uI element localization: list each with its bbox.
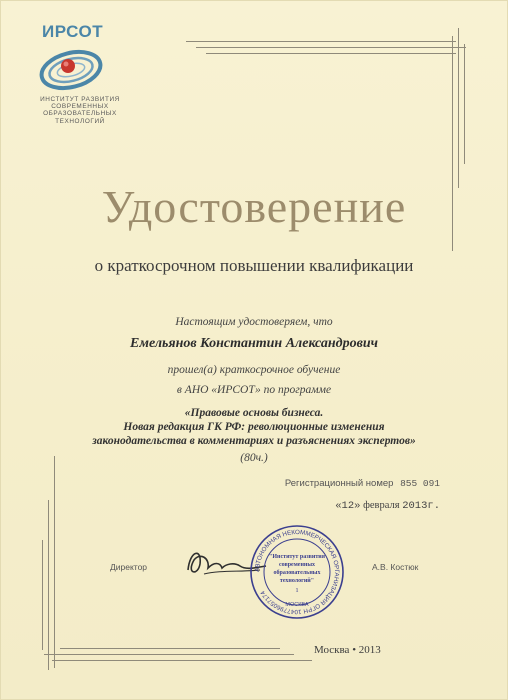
document-subtitle: о краткосрочном повышении квалификации — [94, 256, 414, 275]
registration-value: 855 091 — [400, 478, 440, 489]
seal-ring-text: АВТОНОМНАЯ НЕКОММЕРЧЕСКАЯ ОРГАНИЗАЦИЯ ОГРН 1047796057174 — [253, 528, 341, 616]
issue-date — [335, 500, 440, 512]
organization-text: в АНО «ИРСОТ» по программе — [176, 384, 332, 396]
logo-caption — [40, 96, 120, 125]
frame-line — [196, 47, 466, 48]
program-hours: (80ч.) — [240, 452, 268, 464]
recipient-name: Емельянов Константин Александрович — [130, 336, 378, 351]
seal-text-line: "Институт развития — [269, 554, 325, 560]
date-day: «12» — [335, 500, 361, 512]
logo-orbit-icon — [38, 44, 108, 94]
logo-name: ИРСОТ — [42, 22, 104, 41]
training-text: прошел(а) краткосрочное обучение — [167, 364, 341, 376]
director-label: Директор — [110, 562, 148, 572]
frame-line — [48, 500, 49, 670]
frame-line — [44, 654, 294, 655]
program-line: Новая редакция ГК РФ: революционные изменения — [123, 421, 385, 433]
seal-text-line: технологий" — [279, 578, 315, 584]
program-line: законодательства в комментариях и разъяснениях экспертов» — [92, 435, 416, 447]
document-title: Удостоверение — [101, 181, 407, 232]
frame-line — [206, 53, 456, 54]
city-year: Москва • 2013 — [314, 644, 381, 656]
frame-line — [60, 648, 280, 649]
frame-line — [186, 41, 456, 42]
logo-caption-line: СОВРЕМЕННЫХ — [51, 103, 109, 111]
logo-caption-line: ИНСТИТУТ РАЗВИТИЯ — [40, 96, 120, 103]
date-year: 2013г. — [402, 500, 440, 512]
program-line: «Правовые основы бизнеса. — [184, 407, 324, 419]
certify-text: Настоящим удостоверяем, что — [175, 316, 333, 328]
frame-line — [464, 44, 465, 164]
seal-text-line: образовательных — [273, 570, 321, 576]
frame-line — [458, 28, 459, 188]
registration-label: Регистрационный номер — [284, 478, 394, 489]
seal-number: 1 — [295, 587, 299, 594]
date-month: февраля — [363, 500, 400, 511]
seal-city: МОСКВА — [285, 602, 309, 608]
organization-seal — [247, 522, 347, 622]
program-title — [30, 406, 478, 448]
logo-caption-line: ТЕХНОЛОГИЙ — [55, 117, 105, 125]
seal-text-line: современных — [278, 562, 316, 568]
director-name: А.В. Костюк — [372, 562, 419, 572]
logo-caption-line: ОБРАЗОВАТЕЛЬНЫХ — [43, 110, 117, 118]
frame-line — [52, 660, 312, 661]
registration-number — [285, 478, 440, 489]
frame-line — [42, 540, 43, 650]
frame-line — [54, 456, 55, 668]
